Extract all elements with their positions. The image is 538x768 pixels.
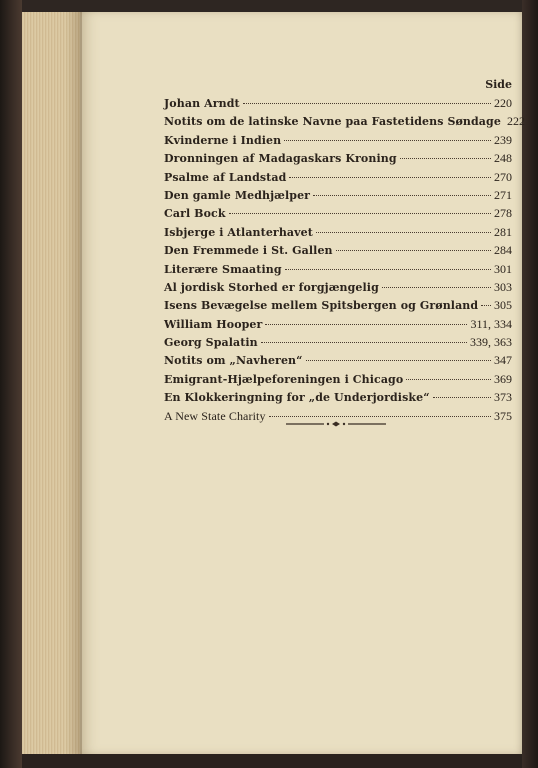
toc-entry-page: 311, 334 [470,316,512,331]
toc-entry-page: 220 [494,96,512,110]
toc-dot-leader [284,140,491,141]
toc-entry-page: 281 [494,224,512,239]
toc-entry-page: 271 [494,187,512,202]
toc-dot-leader [265,324,467,325]
toc-dot-leader [229,213,491,214]
dash-ornament-icon [286,418,386,430]
toc-entry [164,168,512,186]
gutter-shadow [66,12,82,757]
toc-entry-title: A New State Charity [164,408,266,423]
scan-top-edge [0,0,538,12]
toc-entry [164,351,512,369]
toc-entry-title: Notits om de latinske Navne paa Fastetidens Søndage [164,115,501,129]
toc-entry-title: Den Fremmede i St. Gallen [164,244,333,258]
toc-entry-title: Literære Smaating [164,262,282,276]
toc-dot-leader [481,305,491,306]
toc-entry-title: En Klokkeringning for „de Underjordiske“ [164,391,430,405]
toc-dot-leader [400,158,491,159]
toc-entry-title: Den gamle Medhjælper [164,188,311,202]
toc-entry-title: Johan Arndt [164,97,240,110]
toc-entry [164,94,512,112]
toc-entry-page: 248 [494,151,512,166]
toc-dot-leader [336,250,491,251]
toc-entry [164,131,512,149]
toc-entry-title: William Hooper [164,317,263,331]
toc-entry [164,223,512,241]
toc-entry-title: Notits om „Navheren“ [164,354,303,368]
toc-entry [164,241,512,259]
toc-dot-leader [269,416,491,417]
toc-entry-title: Carl Bock [164,207,226,221]
toc-dot-leader [306,360,491,361]
toc-entry-page: 303 [494,279,512,294]
toc-entry-page: 369 [494,371,512,386]
toc-entry [164,296,512,314]
toc-entry-page: 239 [494,132,512,147]
toc-entry [164,186,512,204]
toc-entry-page: 375 [494,408,512,423]
toc-entry-page: 305 [494,298,512,313]
toc-list [164,94,525,425]
toc-dot-leader [285,269,491,270]
toc-dot-leader [313,195,491,196]
toc-entry-page: 301 [494,261,512,276]
toc-entry-title: Kvinderne i Indien [164,133,282,147]
toc-entry-title: Isens Bevægelse mellem Spitsbergen og Grønland [164,299,479,313]
page-column-header: Side [485,78,512,91]
toc-entry-page: 347 [494,353,512,368]
toc-entry-page: 278 [494,206,512,221]
toc-dot-leader [316,232,491,233]
toc-entry [164,370,512,388]
toc-entry [164,204,512,222]
toc-entry [164,260,512,278]
toc-entry-title: Emigrant-Hjælpeforeningen i Chicago [164,372,404,386]
toc-entry [164,278,512,296]
toc-entry-page: 270 [494,169,512,184]
toc-entry [164,315,512,333]
toc-entry [164,388,512,406]
toc-dot-leader [243,103,491,104]
toc-entry-title: Psalme af Landstad [164,170,287,184]
toc-entry-page: 284 [494,243,512,258]
toc-entry [164,112,525,130]
toc-entry-title: Al jordisk Storhed er forgjængelig [164,280,379,294]
toc-dot-leader [289,177,491,178]
toc-entry-page: 222 [506,114,525,129]
toc-dot-leader [433,397,491,398]
book-cover-left [0,0,22,768]
toc-entry [164,149,512,167]
toc-header [164,78,512,92]
toc-dot-leader [261,342,467,343]
toc-entry-page: 339, 363 [470,335,512,350]
toc-dot-leader [382,287,491,288]
toc-entry-page: 373 [494,390,512,405]
toc-entry-title: Dronningen af Madagaskars Kroning [164,152,397,166]
toc-dot-leader [406,379,491,380]
toc-entry [164,333,512,351]
scan-bottom-edge [22,754,522,768]
toc-entry-title: Georg Spalatin [164,336,258,350]
toc-entry-title: Isbjerge i Atlanterhavet [164,225,313,239]
